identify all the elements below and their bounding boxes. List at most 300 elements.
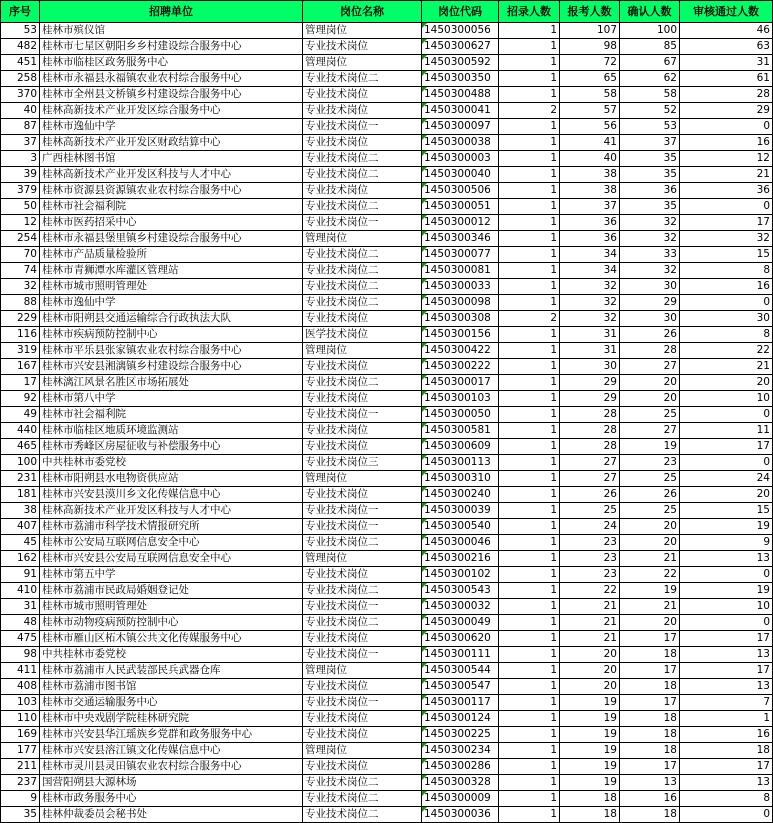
- cell-quota[interactable]: 1: [499, 231, 560, 247]
- cell-quota[interactable]: 2: [499, 311, 560, 327]
- cell-applicants[interactable]: 21: [560, 631, 620, 647]
- cell-code[interactable]: [422, 215, 499, 231]
- cell-quota[interactable]: 1: [499, 263, 560, 279]
- cell-quota[interactable]: 1: [499, 87, 560, 103]
- cell-code[interactable]: [422, 647, 499, 663]
- cell-position[interactable]: 管理岗位: [303, 743, 422, 759]
- cell-position[interactable]: 专业技术岗位三: [303, 455, 422, 471]
- cell-applicants[interactable]: 32: [560, 279, 620, 295]
- cell-index[interactable]: 88: [1, 295, 40, 311]
- cell-applicants[interactable]: 23: [560, 551, 620, 567]
- cell-unit[interactable]: 桂林市政务服务中心: [40, 791, 303, 807]
- cell-confirmed[interactable]: 36: [620, 183, 680, 199]
- cell-approved[interactable]: 0: [680, 455, 773, 471]
- cell-applicants[interactable]: 28: [560, 407, 620, 423]
- cell-applicants[interactable]: 22: [560, 583, 620, 599]
- cell-approved[interactable]: 0: [680, 615, 773, 631]
- cell-unit[interactable]: 桂林市临桂区政务服务中心: [40, 55, 303, 71]
- cell-position[interactable]: 医学技术岗位: [303, 327, 422, 343]
- cell-code[interactable]: [422, 343, 499, 359]
- cell-index[interactable]: 319: [1, 343, 40, 359]
- cell-unit[interactable]: 桂林市临桂区地质环境监测站: [40, 423, 303, 439]
- cell-confirmed[interactable]: 16: [620, 791, 680, 807]
- cell-code[interactable]: [422, 615, 499, 631]
- cell-index[interactable]: 40: [1, 103, 40, 119]
- cell-position[interactable]: 专业技术岗位: [303, 439, 422, 455]
- cell-approved[interactable]: 31: [680, 55, 773, 71]
- cell-unit[interactable]: 桂林市社会福利院: [40, 199, 303, 215]
- cell-confirmed[interactable]: 23: [620, 455, 680, 471]
- cell-unit[interactable]: 桂林市阳朔县交通运输综合行政执法大队: [40, 311, 303, 327]
- cell-applicants[interactable]: 32: [560, 295, 620, 311]
- cell-approved[interactable]: 10: [680, 599, 773, 615]
- cell-position[interactable]: 专业技术岗位一: [303, 119, 422, 135]
- cell-position[interactable]: 专业技术岗位一: [303, 407, 422, 423]
- cell-index[interactable]: 237: [1, 775, 40, 791]
- cell-applicants[interactable]: 31: [560, 327, 620, 343]
- cell-code[interactable]: [422, 391, 499, 407]
- cell-position[interactable]: 专业技术岗位一: [303, 695, 422, 711]
- cell-quota[interactable]: 1: [499, 647, 560, 663]
- cell-applicants[interactable]: 36: [560, 215, 620, 231]
- cell-unit[interactable]: 桂林市逸仙中学: [40, 119, 303, 135]
- cell-unit[interactable]: 桂林市医药招采中心: [40, 215, 303, 231]
- cell-applicants[interactable]: 29: [560, 391, 620, 407]
- cell-quota[interactable]: 2: [499, 103, 560, 119]
- cell-unit[interactable]: 桂林市疾病预防控制中心: [40, 327, 303, 343]
- cell-unit[interactable]: 桂林市兴安县湘漓镇乡村建设综合服务中心: [40, 359, 303, 375]
- cell-approved[interactable]: 63: [680, 39, 773, 55]
- cell-approved[interactable]: 28: [680, 87, 773, 103]
- cell-code[interactable]: [422, 295, 499, 311]
- cell-position[interactable]: 专业技术岗位二: [303, 151, 422, 167]
- cell-approved[interactable]: 20: [680, 487, 773, 503]
- cell-approved[interactable]: 13: [680, 647, 773, 663]
- cell-confirmed[interactable]: 27: [620, 359, 680, 375]
- cell-unit[interactable]: 国营阳朔县大源林场: [40, 775, 303, 791]
- cell-approved[interactable]: 16: [680, 135, 773, 151]
- cell-position[interactable]: 专业技术岗位: [303, 183, 422, 199]
- cell-applicants[interactable]: 58: [560, 87, 620, 103]
- cell-code[interactable]: [422, 711, 499, 727]
- cell-unit[interactable]: 桂林市公安局互联网信息安全中心: [40, 535, 303, 551]
- cell-applicants[interactable]: 28: [560, 423, 620, 439]
- cell-code[interactable]: [422, 55, 499, 71]
- cell-approved[interactable]: 19: [680, 583, 773, 599]
- cell-code[interactable]: [422, 103, 499, 119]
- cell-position[interactable]: 专业技术岗位二: [303, 807, 422, 823]
- cell-applicants[interactable]: 18: [560, 807, 620, 823]
- cell-confirmed[interactable]: 100: [620, 23, 680, 39]
- cell-code[interactable]: [422, 119, 499, 135]
- cell-unit[interactable]: 桂林高新技术产业开发区科技与人才中心: [40, 167, 303, 183]
- cell-unit[interactable]: 桂林市全州县文桥镇乡村建设综合服务中心: [40, 87, 303, 103]
- cell-position[interactable]: 专业技术岗位一: [303, 647, 422, 663]
- cell-quota[interactable]: 1: [499, 23, 560, 39]
- cell-unit[interactable]: 桂林市荔浦市图书馆: [40, 679, 303, 695]
- cell-quota[interactable]: 1: [499, 631, 560, 647]
- cell-index[interactable]: 53: [1, 23, 40, 39]
- cell-index[interactable]: 45: [1, 535, 40, 551]
- cell-approved[interactable]: 36: [680, 183, 773, 199]
- cell-code[interactable]: [422, 583, 499, 599]
- cell-confirmed[interactable]: 37: [620, 135, 680, 151]
- cell-code[interactable]: [422, 183, 499, 199]
- cell-index[interactable]: 35: [1, 807, 40, 823]
- cell-index[interactable]: 38: [1, 503, 40, 519]
- cell-code[interactable]: [422, 151, 499, 167]
- cell-confirmed[interactable]: 32: [620, 263, 680, 279]
- cell-unit[interactable]: 桂林市中央戏剧学院桂林研究院: [40, 711, 303, 727]
- cell-applicants[interactable]: 23: [560, 567, 620, 583]
- cell-position[interactable]: 管理岗位: [303, 23, 422, 39]
- cell-confirmed[interactable]: 32: [620, 231, 680, 247]
- cell-quota[interactable]: 1: [499, 295, 560, 311]
- cell-confirmed[interactable]: 35: [620, 167, 680, 183]
- cell-quota[interactable]: 1: [499, 775, 560, 791]
- cell-code[interactable]: [422, 535, 499, 551]
- cell-quota[interactable]: 1: [499, 471, 560, 487]
- cell-index[interactable]: 181: [1, 487, 40, 503]
- cell-confirmed[interactable]: 17: [620, 663, 680, 679]
- cell-index[interactable]: 98: [1, 647, 40, 663]
- header-cell-unit[interactable]: 招聘单位: [40, 1, 303, 23]
- cell-unit[interactable]: 桂林市殡仪馆: [40, 23, 303, 39]
- cell-applicants[interactable]: 57: [560, 103, 620, 119]
- cell-applicants[interactable]: 56: [560, 119, 620, 135]
- cell-unit[interactable]: 桂林高新技术产业开发区财政结算中心: [40, 135, 303, 151]
- cell-confirmed[interactable]: 30: [620, 311, 680, 327]
- cell-applicants[interactable]: 34: [560, 263, 620, 279]
- cell-code[interactable]: [422, 375, 499, 391]
- cell-index[interactable]: 32: [1, 279, 40, 295]
- cell-code[interactable]: [422, 439, 499, 455]
- cell-unit[interactable]: 桂林市七星区朝阳乡乡村建设综合服务中心: [40, 39, 303, 55]
- cell-code[interactable]: [422, 311, 499, 327]
- cell-approved[interactable]: 17: [680, 215, 773, 231]
- cell-applicants[interactable]: 36: [560, 231, 620, 247]
- cell-index[interactable]: 50: [1, 199, 40, 215]
- cell-approved[interactable]: 16: [680, 279, 773, 295]
- cell-code[interactable]: [422, 423, 499, 439]
- cell-unit[interactable]: 桂林高新技术产业开发区综合服务中心: [40, 103, 303, 119]
- cell-quota[interactable]: 1: [499, 391, 560, 407]
- cell-position[interactable]: 专业技术岗位: [303, 631, 422, 647]
- cell-quota[interactable]: 1: [499, 567, 560, 583]
- cell-code[interactable]: [422, 263, 499, 279]
- cell-quota[interactable]: 1: [499, 151, 560, 167]
- cell-quota[interactable]: 1: [499, 167, 560, 183]
- cell-unit[interactable]: 桂林市第五中学: [40, 567, 303, 583]
- cell-code[interactable]: [422, 407, 499, 423]
- cell-index[interactable]: 465: [1, 439, 40, 455]
- cell-applicants[interactable]: 21: [560, 599, 620, 615]
- cell-index[interactable]: 48: [1, 615, 40, 631]
- cell-position[interactable]: 专业技术岗位二: [303, 375, 422, 391]
- cell-unit[interactable]: 桂林市第八中学: [40, 391, 303, 407]
- cell-position[interactable]: 专业技术岗位一: [303, 503, 422, 519]
- cell-confirmed[interactable]: 35: [620, 151, 680, 167]
- cell-index[interactable]: 17: [1, 375, 40, 391]
- cell-position[interactable]: 管理岗位: [303, 55, 422, 71]
- cell-code[interactable]: [422, 727, 499, 743]
- header-cell-position[interactable]: 岗位名称: [303, 1, 422, 23]
- cell-position[interactable]: 专业技术岗位二: [303, 71, 422, 87]
- cell-unit[interactable]: 桂林市社会福利院: [40, 407, 303, 423]
- cell-code[interactable]: [422, 135, 499, 151]
- cell-applicants[interactable]: 25: [560, 503, 620, 519]
- cell-position[interactable]: 专业技术岗位: [303, 567, 422, 583]
- cell-code[interactable]: [422, 551, 499, 567]
- cell-position[interactable]: 专业技术岗位二: [303, 583, 422, 599]
- cell-code[interactable]: [422, 487, 499, 503]
- cell-quota[interactable]: 1: [499, 583, 560, 599]
- cell-applicants[interactable]: 38: [560, 183, 620, 199]
- cell-approved[interactable]: 13: [680, 551, 773, 567]
- cell-position[interactable]: 专业技术岗位: [303, 103, 422, 119]
- cell-approved[interactable]: 17: [680, 759, 773, 775]
- cell-confirmed[interactable]: 22: [620, 567, 680, 583]
- cell-position[interactable]: 管理岗位: [303, 343, 422, 359]
- cell-quota[interactable]: 1: [499, 519, 560, 535]
- cell-index[interactable]: 169: [1, 727, 40, 743]
- cell-position[interactable]: 管理岗位: [303, 231, 422, 247]
- cell-quota[interactable]: 1: [499, 279, 560, 295]
- cell-confirmed[interactable]: 18: [620, 647, 680, 663]
- cell-quota[interactable]: 1: [499, 535, 560, 551]
- cell-confirmed[interactable]: 18: [620, 711, 680, 727]
- cell-approved[interactable]: 17: [680, 631, 773, 647]
- cell-quota[interactable]: 1: [499, 39, 560, 55]
- cell-unit[interactable]: 桂林市动物疫病预防控制中心: [40, 615, 303, 631]
- cell-unit[interactable]: 桂林市兴安县溶江镇文化传媒信息中心: [40, 743, 303, 759]
- cell-approved[interactable]: 8: [680, 791, 773, 807]
- cell-index[interactable]: 92: [1, 391, 40, 407]
- cell-quota[interactable]: 1: [499, 551, 560, 567]
- cell-applicants[interactable]: 18: [560, 791, 620, 807]
- cell-quota[interactable]: 1: [499, 71, 560, 87]
- cell-approved[interactable]: 30: [680, 311, 773, 327]
- cell-code[interactable]: [422, 743, 499, 759]
- cell-code[interactable]: [422, 199, 499, 215]
- cell-index[interactable]: 475: [1, 631, 40, 647]
- cell-applicants[interactable]: 24: [560, 519, 620, 535]
- cell-applicants[interactable]: 20: [560, 679, 620, 695]
- cell-applicants[interactable]: 28: [560, 439, 620, 455]
- cell-applicants[interactable]: 41: [560, 135, 620, 151]
- cell-applicants[interactable]: 98: [560, 39, 620, 55]
- cell-confirmed[interactable]: 13: [620, 775, 680, 791]
- cell-approved[interactable]: 18: [680, 743, 773, 759]
- cell-confirmed[interactable]: 25: [620, 471, 680, 487]
- header-cell-quota[interactable]: 招录人数: [499, 1, 560, 23]
- cell-quota[interactable]: 1: [499, 503, 560, 519]
- cell-position[interactable]: 专业技术岗位二: [303, 775, 422, 791]
- cell-position[interactable]: 专业技术岗位: [303, 311, 422, 327]
- cell-confirmed[interactable]: 17: [620, 695, 680, 711]
- cell-index[interactable]: 162: [1, 551, 40, 567]
- cell-quota[interactable]: 1: [499, 727, 560, 743]
- cell-confirmed[interactable]: 19: [620, 439, 680, 455]
- header-cell-applicants[interactable]: 报考人数: [560, 1, 620, 23]
- cell-position[interactable]: 专业技术岗位: [303, 359, 422, 375]
- cell-confirmed[interactable]: 53: [620, 119, 680, 135]
- header-cell-index[interactable]: 序号: [1, 1, 40, 23]
- cell-unit[interactable]: 桂林市产品质量检验所: [40, 247, 303, 263]
- cell-quota[interactable]: 1: [499, 407, 560, 423]
- cell-quota[interactable]: 1: [499, 199, 560, 215]
- cell-confirmed[interactable]: 21: [620, 551, 680, 567]
- cell-confirmed[interactable]: 26: [620, 487, 680, 503]
- cell-quota[interactable]: 1: [499, 135, 560, 151]
- cell-confirmed[interactable]: 67: [620, 55, 680, 71]
- cell-unit[interactable]: 桂林市城市照明管理处: [40, 279, 303, 295]
- cell-code[interactable]: [422, 471, 499, 487]
- cell-position[interactable]: 专业技术岗位二: [303, 263, 422, 279]
- cell-position[interactable]: 专业技术岗位: [303, 87, 422, 103]
- cell-approved[interactable]: 21: [680, 167, 773, 183]
- cell-confirmed[interactable]: 18: [620, 743, 680, 759]
- cell-approved[interactable]: 13: [680, 775, 773, 791]
- cell-confirmed[interactable]: 18: [620, 807, 680, 823]
- cell-index[interactable]: 3: [1, 151, 40, 167]
- cell-code[interactable]: [422, 807, 499, 823]
- cell-position[interactable]: 专业技术岗位二: [303, 279, 422, 295]
- cell-confirmed[interactable]: 32: [620, 215, 680, 231]
- cell-position[interactable]: 专业技术岗位: [303, 423, 422, 439]
- cell-index[interactable]: 379: [1, 183, 40, 199]
- cell-quota[interactable]: 1: [499, 439, 560, 455]
- cell-index[interactable]: 37: [1, 135, 40, 151]
- cell-approved[interactable]: 12: [680, 151, 773, 167]
- cell-position[interactable]: 专业技术岗位二: [303, 535, 422, 551]
- cell-confirmed[interactable]: 35: [620, 199, 680, 215]
- cell-approved[interactable]: 0: [680, 119, 773, 135]
- cell-approved[interactable]: 61: [680, 71, 773, 87]
- cell-approved[interactable]: 0: [680, 407, 773, 423]
- cell-approved[interactable]: 32: [680, 231, 773, 247]
- cell-position[interactable]: 专业技术岗位二: [303, 615, 422, 631]
- cell-quota[interactable]: 1: [499, 599, 560, 615]
- cell-quota[interactable]: 1: [499, 807, 560, 823]
- cell-quota[interactable]: 1: [499, 487, 560, 503]
- cell-code[interactable]: [422, 247, 499, 263]
- cell-approved[interactable]: 16: [680, 727, 773, 743]
- cell-applicants[interactable]: 65: [560, 71, 620, 87]
- cell-confirmed[interactable]: 26: [620, 327, 680, 343]
- cell-code[interactable]: [422, 759, 499, 775]
- cell-applicants[interactable]: 21: [560, 615, 620, 631]
- cell-approved[interactable]: 17: [680, 663, 773, 679]
- cell-confirmed[interactable]: 33: [620, 247, 680, 263]
- cell-unit[interactable]: 桂林漓江风景名胜区市场拓展处: [40, 375, 303, 391]
- cell-applicants[interactable]: 19: [560, 775, 620, 791]
- cell-quota[interactable]: 1: [499, 183, 560, 199]
- cell-index[interactable]: 177: [1, 743, 40, 759]
- cell-approved[interactable]: 19: [680, 519, 773, 535]
- cell-unit[interactable]: 桂林市逸仙中学: [40, 295, 303, 311]
- cell-index[interactable]: 451: [1, 55, 40, 71]
- cell-approved[interactable]: 9: [680, 535, 773, 551]
- cell-approved[interactable]: 0: [680, 295, 773, 311]
- cell-code[interactable]: [422, 599, 499, 615]
- cell-approved[interactable]: 10: [680, 391, 773, 407]
- cell-index[interactable]: 31: [1, 599, 40, 615]
- cell-approved[interactable]: 17: [680, 439, 773, 455]
- cell-quota[interactable]: 1: [499, 119, 560, 135]
- cell-confirmed[interactable]: 20: [620, 615, 680, 631]
- cell-unit[interactable]: 桂林仲裁委员会秘书处: [40, 807, 303, 823]
- cell-index[interactable]: 100: [1, 455, 40, 471]
- cell-applicants[interactable]: 19: [560, 695, 620, 711]
- cell-quota[interactable]: 1: [499, 679, 560, 695]
- cell-code[interactable]: [422, 327, 499, 343]
- cell-index[interactable]: 482: [1, 39, 40, 55]
- cell-position[interactable]: 专业技术岗位一: [303, 599, 422, 615]
- cell-approved[interactable]: 15: [680, 247, 773, 263]
- cell-index[interactable]: 440: [1, 423, 40, 439]
- cell-unit[interactable]: 桂林市荔浦市科学技术情报研究所: [40, 519, 303, 535]
- cell-confirmed[interactable]: 20: [620, 391, 680, 407]
- cell-quota[interactable]: 1: [499, 359, 560, 375]
- cell-position[interactable]: 管理岗位: [303, 663, 422, 679]
- cell-unit[interactable]: 桂林市兴安县华江瑶族乡党群和政务服务中心: [40, 727, 303, 743]
- cell-confirmed[interactable]: 17: [620, 631, 680, 647]
- cell-unit[interactable]: 桂林市平乐县张家镇农业农村综合服务中心: [40, 343, 303, 359]
- cell-approved[interactable]: 11: [680, 423, 773, 439]
- cell-confirmed[interactable]: 28: [620, 343, 680, 359]
- cell-position[interactable]: 专业技术岗位一: [303, 519, 422, 535]
- cell-confirmed[interactable]: 58: [620, 87, 680, 103]
- cell-approved[interactable]: 15: [680, 503, 773, 519]
- cell-unit[interactable]: 桂林市城市照明管理处: [40, 599, 303, 615]
- cell-confirmed[interactable]: 20: [620, 375, 680, 391]
- cell-confirmed[interactable]: 19: [620, 583, 680, 599]
- cell-applicants[interactable]: 32: [560, 311, 620, 327]
- cell-code[interactable]: [422, 359, 499, 375]
- cell-confirmed[interactable]: 52: [620, 103, 680, 119]
- cell-index[interactable]: 12: [1, 215, 40, 231]
- header-cell-code[interactable]: 岗位代码: [422, 1, 499, 23]
- cell-code[interactable]: [422, 279, 499, 295]
- cell-applicants[interactable]: 107: [560, 23, 620, 39]
- cell-code[interactable]: [422, 519, 499, 535]
- cell-position[interactable]: 专业技术岗位: [303, 391, 422, 407]
- cell-quota[interactable]: 1: [499, 423, 560, 439]
- cell-index[interactable]: 411: [1, 663, 40, 679]
- cell-position[interactable]: 专业技术岗位: [303, 727, 422, 743]
- cell-index[interactable]: 74: [1, 263, 40, 279]
- cell-position[interactable]: 专业技术岗位: [303, 135, 422, 151]
- cell-confirmed[interactable]: 18: [620, 679, 680, 695]
- cell-code[interactable]: [422, 663, 499, 679]
- cell-code[interactable]: [422, 791, 499, 807]
- cell-confirmed[interactable]: 25: [620, 503, 680, 519]
- cell-unit[interactable]: 桂林市青狮潭水库灌区管理站: [40, 263, 303, 279]
- cell-index[interactable]: 407: [1, 519, 40, 535]
- cell-index[interactable]: 229: [1, 311, 40, 327]
- cell-unit[interactable]: 桂林市荔浦市民政局婚姻登记处: [40, 583, 303, 599]
- cell-quota[interactable]: 1: [499, 615, 560, 631]
- cell-quota[interactable]: 1: [499, 55, 560, 71]
- cell-applicants[interactable]: 19: [560, 743, 620, 759]
- cell-unit[interactable]: 桂林市荔浦市人民武装部民兵武器仓库: [40, 663, 303, 679]
- cell-confirmed[interactable]: 25: [620, 407, 680, 423]
- cell-index[interactable]: 9: [1, 791, 40, 807]
- cell-index[interactable]: 254: [1, 231, 40, 247]
- cell-code[interactable]: [422, 71, 499, 87]
- cell-unit[interactable]: 桂林市资源县资源镇农业农村综合服务中心: [40, 183, 303, 199]
